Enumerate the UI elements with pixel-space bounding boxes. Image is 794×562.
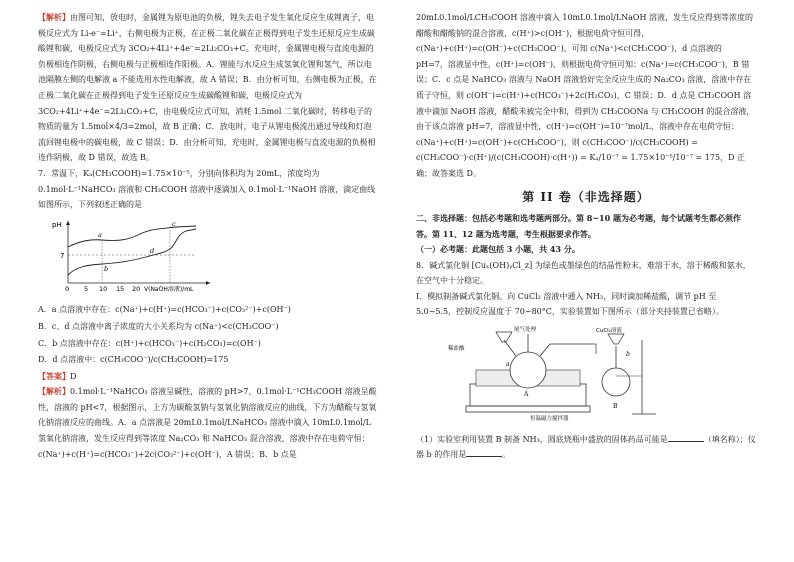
- option-b: B．c、d 点溶液中离子浓度的大小关系均为 c(Na⁺)<c(CH₃COO⁻): [38, 321, 279, 331]
- option-d: D．d 点溶液中：c(CH₃COO⁻)/c(CH₃COOH)=175: [38, 355, 229, 365]
- option-c: C．b 点溶液中存在：c(H⁺)+c(HCO₃⁻)+c(H₂CO₃)=c(OH⁻): [38, 338, 261, 348]
- x-tick-5: 5: [84, 284, 89, 293]
- analysis-conclusion: c(Na⁺)+c(H⁺)=c(OH⁻)+c(CH₃COO⁻)，则 c(CH₃COO⁻)/c(CH₃COOH) = c(CH₃COO⁻)·c(H⁺)/(c(CH₃COOH)·c(H⁺)) = Kₐ/10⁻⁷ = 1.75×10⁻⁵/10⁻⁷ = 175，D 正确；故答案选 D。: [416, 137, 745, 178]
- sub1-end: 。: [502, 450, 511, 460]
- answer-tag: 【答案】: [38, 370, 70, 381]
- point-b-label: b: [104, 264, 109, 273]
- analysis-paragraph-1: [38, 10, 378, 166]
- question-8-sub-1: [416, 432, 756, 463]
- label-device-b: B: [613, 403, 618, 411]
- point-a-label: a: [98, 230, 102, 239]
- apparatus-diagram: [446, 326, 666, 422]
- label-a: a: [506, 361, 510, 369]
- round-bottom-flask-b: [602, 368, 630, 396]
- y-axis-label: pH: [52, 220, 62, 229]
- analysis-text-2: 0.1mol·L⁻¹NaHCO₃ 溶液呈碱性，溶液的 pH>7，0.1mol·L⁻¹CH₃COOH 溶液呈酸性，溶液的 pH<7，根据图示，上方为碳酸氢钠与氢氧化钠溶液反应的曲线，下方为醋酸与氢氧化钠溶液反应的曲线。A．a 点溶液是 20mL0.1mol/LNaHCO₃ 溶液中滴入 10mL0.1mol/L 氢氧化钠溶液，发生反应得到等浓度 Na₂CO₃ 和 NaHCO₃ 混合溶液，溶液中存在电荷守恒：c(Na⁺)+c(H⁺)=c(HCO₃⁻)+2c(CO₃²⁻)+c(OH⁻)，A 错误；B．b 点是: [38, 387, 377, 459]
- required-heading: （一）必考题：此题包括 3 小题，共 43 分。: [416, 244, 580, 255]
- analysis-text: 由图可知，放电时，金属锂为原电池的负极，锂失去电子发生氧化反应生成锂离子，电极反应式为 Li-e⁻=Li⁺，右侧电极为正极，在正极二氧化碳在正极得到电子发生还原反应生成碳酸锂和碳，电极反应式为 3CO₂+4Li⁺+4e⁻=2Li₂CO₃+C。充电时，金属锂电极与直流电源的负极相连作阴极，右侧电极与正极相连作阳极。A．锂能与水反应生成氢氧化锂和氢气，所以电池隔膜左侧的电解液 a 不能选用水性电解液，故 A 错误；B．由分析可知，右侧电极为正极，在正极二氧化碳在正极得到电子发生还原反应生成碳酸锂和碳，电极反应式为 3CO₂+4Li⁺+4e⁻=2Li₂CO₃+C，由电极反应式可知，消耗 1.5mol 二氧化碳时，转移电子的物质的量为 1.5mol×4/3=2mol，故 B 正确；C．放电时，电子从锂电极流出通过导线和灯泡流回锂电极中的碳电极，故 C 错误；D．由分析可知，充电时，金属锂电极与直流电源的负极相连作阴极，故 D 错误，故选 B。: [38, 13, 377, 163]
- analysis-paragraph-2: [38, 384, 378, 462]
- label-dilute-hcl: 稀盐酸: [448, 346, 465, 353]
- analysis-tag-2: 【解析】: [38, 386, 70, 397]
- answer-blank-2[interactable]: [466, 448, 502, 457]
- point-d-label: d: [150, 246, 155, 255]
- analysis-continued: 20mL0.1mol/LCH₃COOH 溶液中滴入 10mL0.1mol/LNaOH 溶液，发生反应得到等浓度的醋酸和醋酸钠的混合溶液，c(H⁺)>c(OH⁻)，根据电荷守恒可得，c(Na⁺)+c(H⁺)=c(OH⁻)+c(CH₃COO⁻)，可知 c(Na⁺)<c(CH₃COO⁻)，d 点溶液的 pH=7，溶液显中性，c(H⁺)=c(OH⁻)，则根据电荷守恒可知：c(Na⁺)=c(CH₃COO⁻)，B 错误；C．c 点是 NaHCO₃ 溶液与 NaOH 溶液恰好完全反应生成的 Na₂CO₃ 溶液，溶液中存在质子守恒，则 c(OH⁻)=c(H⁺)+c(HCO₃⁻)+2c(H₂CO₃)，C 错误；D．d 点是 CH₃COOH 溶液中滴加 NaOH 溶液，醋酸未被完全中和，得到为 CH₃COONa 与 CH₃COOH 的混合溶液，由于该点溶液 pH=7，溶液显中性，c(H⁺)=c(OH⁻)=10⁻⁷mol/L，溶液中存在电荷守恒：: [416, 13, 755, 132]
- option-a: A．a 点溶液中存在：c(Na⁺)+c(H⁺)=c(HCO₃⁻)+c(CO₃²⁻)+c(OH⁻): [38, 305, 291, 315]
- label-device-a: A: [524, 391, 529, 399]
- x-tick-0: 0: [65, 284, 70, 293]
- label-stirrer: 恒温磁力搅拌器: [530, 416, 569, 423]
- label-tail-gas: 尾气处理: [514, 327, 537, 334]
- sub1-text-b: （填名称）；仪器 b 的作用是: [416, 434, 756, 460]
- section-description: 二、非选择题：包括必考题和选考题两部分。第 8~10 题为必考题，每个试题考生都必须作答。第 11、12 题为选考题，考生根据要求作答。: [416, 212, 741, 239]
- x-tick-10: 10: [99, 284, 108, 293]
- apparatus-figure: [446, 326, 756, 428]
- x-tick-20: 20: [132, 284, 141, 293]
- answer-value: D: [70, 371, 77, 381]
- x-axis-label: V(NaOH溶液)/mL: [144, 285, 194, 293]
- label-cucl2: CuCl₂溶液: [596, 328, 622, 335]
- nahco3-curve: [68, 226, 196, 247]
- x-tick-15: 15: [116, 284, 125, 293]
- answer-blank-1[interactable]: [668, 433, 704, 442]
- section-title: 第 II 卷（非选择题）: [522, 189, 650, 204]
- question-8-part-1: I．模拟制备碱式氯化铜。向 CuCl₂ 溶液中通入 NH₃，同时滴加稀盐酸，调节 pH 至 5.0~5.5，控制反应温度于 70~80°C，实验装置如下图所示（部分夹持装置已省略）。: [416, 291, 724, 317]
- question-8-stem: 8．碱式氯化铜 [Cuₓ(OH)ᵧCl_z] 为绿色或墨绿色的结晶性粉末，难溶于水，溶于稀酸和氨水，在空气中十分稳定。: [416, 260, 751, 286]
- analysis-tag: 【解析】: [38, 12, 70, 22]
- point-c-label: c: [172, 219, 176, 228]
- y-tick-7: 7: [60, 251, 65, 260]
- left-column: [38, 10, 378, 462]
- label-b: b: [626, 351, 630, 359]
- answer-line: [38, 369, 378, 385]
- right-column: [416, 10, 756, 463]
- question-7-stem: 7．常温下，Kₐ(CH₃COOH)=1.75×10⁻⁵，分别向体积均为 20mL，浓度均为 0.1mol·L⁻¹NaHCO₃ 溶液和 CH₃COOH 溶液中逐滴加入 0.1mol·L⁻¹NaOH 溶液，滴定曲线如图所示，下列叙述正确的是: [38, 168, 376, 210]
- three-neck-flask: [510, 352, 546, 388]
- ch3cooh-curve: [68, 229, 196, 275]
- sub1-text-a: （1）实验室利用装置 B 制备 NH₃，圆底烧瓶中盛放的固体药品可能是: [416, 434, 668, 444]
- titration-chart: [46, 217, 378, 299]
- titration-curve-figure: [46, 217, 216, 293]
